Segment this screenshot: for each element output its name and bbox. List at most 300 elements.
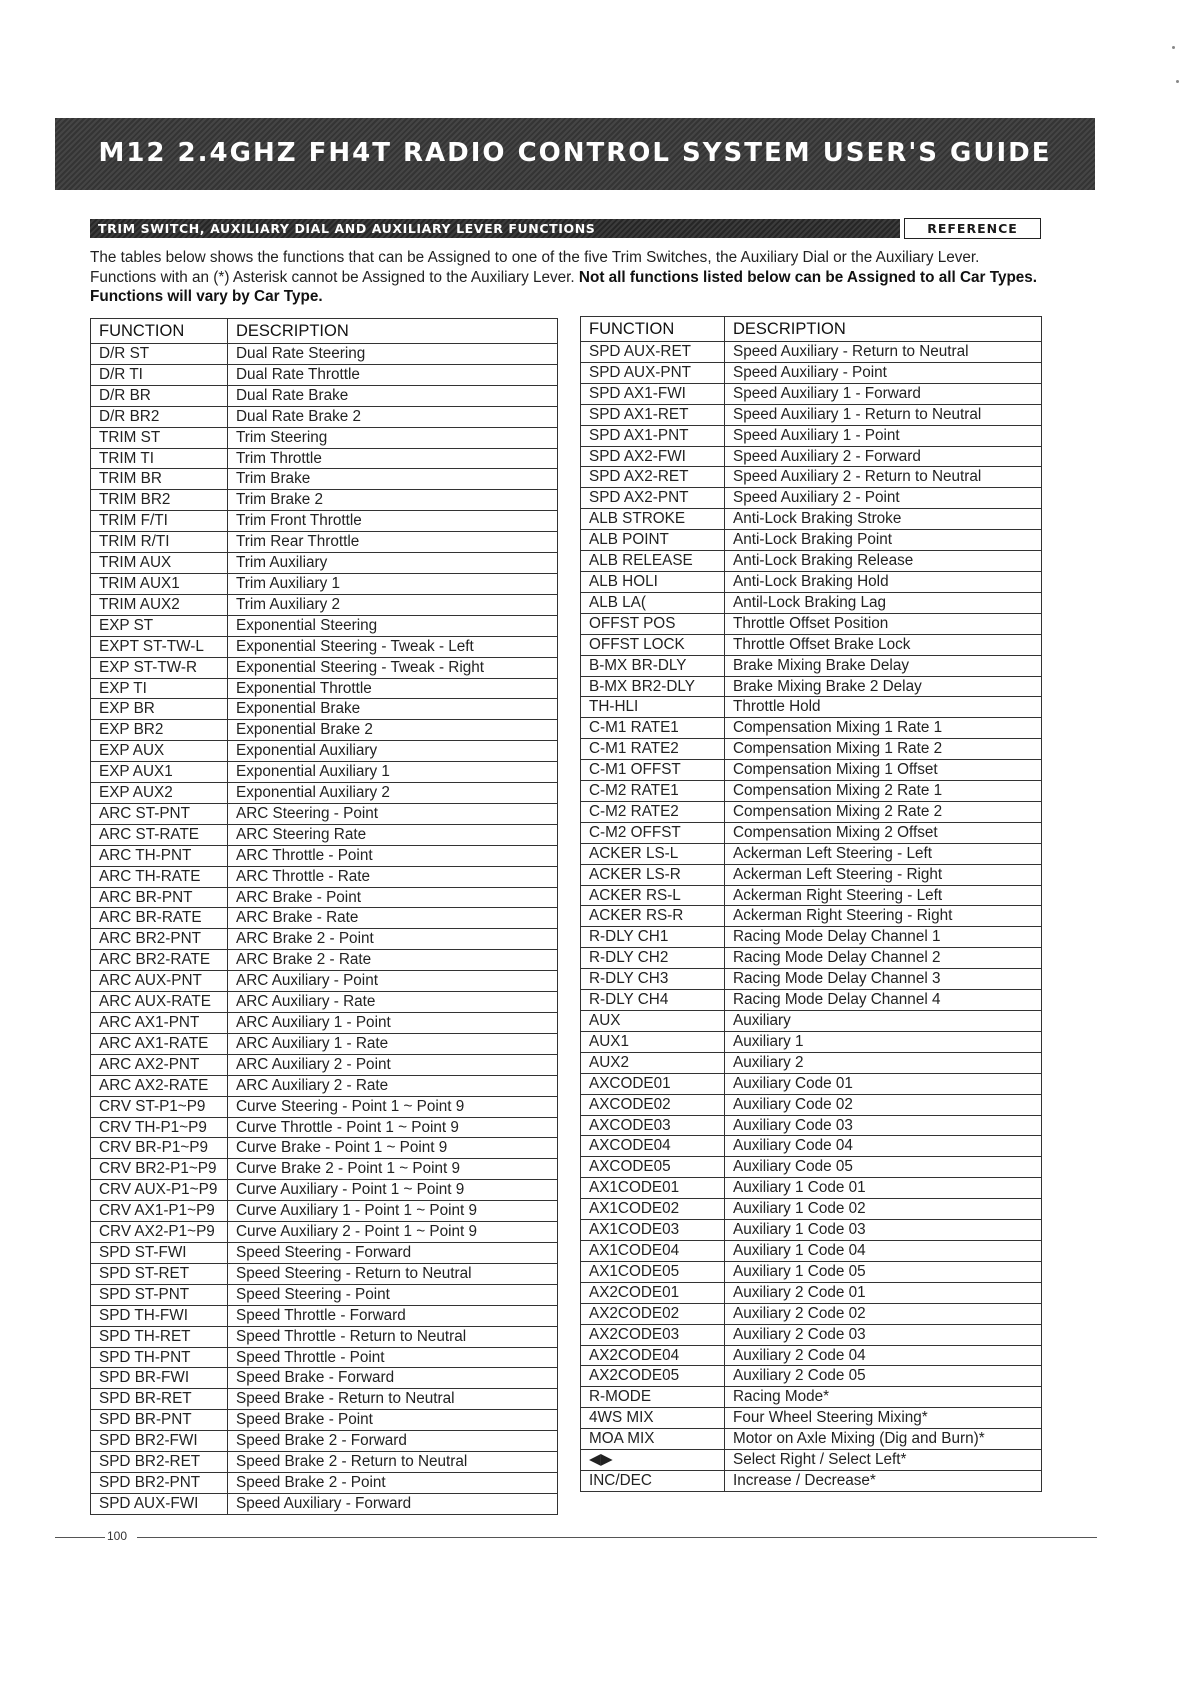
table-row	[581, 1136, 1042, 1157]
description-cell: Auxiliary Code 02	[725, 1094, 1042, 1115]
description-cell: Exponential Steering - Tweak - Right	[228, 657, 558, 678]
function-cell: SPD BR-FWI	[91, 1368, 228, 1389]
description-cell: Compensation Mixing 1 Rate 2	[725, 739, 1042, 760]
function-cell: AXCODE02	[581, 1094, 725, 1115]
description-cell: Anti-Lock Braking Release	[725, 551, 1042, 572]
description-cell: Anti-Lock Braking Stroke	[725, 509, 1042, 530]
reference-badge: REFERENCE	[904, 218, 1041, 239]
function-cell: C-M1 OFFST	[581, 760, 725, 781]
description-cell: ARC Throttle - Point	[228, 845, 558, 866]
function-cell: R-MODE	[581, 1387, 725, 1408]
table-row	[581, 530, 1042, 551]
table-row	[581, 488, 1042, 509]
description-cell: Speed Auxiliary 2 - Point	[725, 488, 1042, 509]
table-row	[581, 969, 1042, 990]
table-row	[91, 720, 558, 741]
table-row	[91, 1431, 558, 1452]
function-column-header: FUNCTION	[91, 319, 228, 344]
function-cell: EXP TI	[91, 678, 228, 699]
function-cell: SPD AUX-RET	[581, 342, 725, 363]
table-row	[581, 906, 1042, 927]
function-cell: ARC TH-RATE	[91, 866, 228, 887]
table-row	[581, 1157, 1042, 1178]
function-cell: AUX2	[581, 1052, 725, 1073]
description-cell: Auxiliary 2	[725, 1052, 1042, 1073]
table-row	[91, 1075, 558, 1096]
table-row	[581, 1429, 1042, 1450]
description-cell: Increase / Decrease*	[725, 1470, 1042, 1491]
function-cell: ARC TH-PNT	[91, 845, 228, 866]
function-cell: TRIM R/TI	[91, 532, 228, 553]
table-row	[581, 551, 1042, 572]
table-row	[581, 843, 1042, 864]
table-row	[91, 1096, 558, 1117]
footer-rule-right	[137, 1537, 1097, 1538]
description-cell: Exponential Throttle	[228, 678, 558, 699]
function-cell: AX1CODE04	[581, 1240, 725, 1261]
description-cell: ARC Auxiliary 2 - Point	[228, 1054, 558, 1075]
table-row	[91, 824, 558, 845]
function-cell: AX1CODE05	[581, 1261, 725, 1282]
table-row	[91, 1305, 558, 1326]
functions-table-right-body	[581, 342, 1042, 1492]
function-cell: SPD TH-RET	[91, 1326, 228, 1347]
table-row	[581, 1450, 1042, 1471]
table-row	[581, 948, 1042, 969]
description-cell: Brake Mixing Brake 2 Delay	[725, 676, 1042, 697]
table-row	[91, 1242, 558, 1263]
table-row	[581, 1011, 1042, 1032]
function-cell: ARC AX2-PNT	[91, 1054, 228, 1075]
table-header-row	[91, 319, 558, 344]
table-row	[581, 885, 1042, 906]
function-cell: SPD AX1-FWI	[581, 383, 725, 404]
table-row	[581, 1261, 1042, 1282]
function-cell: TRIM F/TI	[91, 511, 228, 532]
table-row	[581, 404, 1042, 425]
function-cell: TRIM BR	[91, 469, 228, 490]
description-cell: Exponential Auxiliary 1	[228, 762, 558, 783]
description-cell: Racing Mode*	[725, 1387, 1042, 1408]
function-cell: R-DLY CH1	[581, 927, 725, 948]
function-cell: EXP AUX	[91, 741, 228, 762]
function-cell: CRV AUX-P1~P9	[91, 1180, 228, 1201]
description-cell: Throttle Offset Position	[725, 613, 1042, 634]
function-cell: ARC BR-PNT	[91, 887, 228, 908]
table-row	[581, 655, 1042, 676]
description-cell: Auxiliary 1 Code 01	[725, 1178, 1042, 1199]
function-cell: ACKER RS-R	[581, 906, 725, 927]
description-cell: Speed Auxiliary - Return to Neutral	[725, 342, 1042, 363]
function-cell: ARC ST-RATE	[91, 824, 228, 845]
table-row	[91, 929, 558, 950]
description-cell: Curve Steering - Point 1 ~ Point 9	[228, 1096, 558, 1117]
table-row	[91, 1452, 558, 1473]
table-row	[581, 739, 1042, 760]
function-cell: ALB RELEASE	[581, 551, 725, 572]
function-cell: ARC ST-PNT	[91, 803, 228, 824]
table-row	[91, 1159, 558, 1180]
description-cell: Motor on Axle Mixing (Dig and Burn)*	[725, 1429, 1042, 1450]
function-cell: ALB STROKE	[581, 509, 725, 530]
function-cell: SPD BR-RET	[91, 1389, 228, 1410]
description-cell: Speed Auxiliary 1 - Point	[725, 425, 1042, 446]
description-cell: Brake Mixing Brake Delay	[725, 655, 1042, 676]
function-cell: SPD TH-FWI	[91, 1305, 228, 1326]
table-row	[581, 697, 1042, 718]
function-cell: AX2CODE03	[581, 1324, 725, 1345]
description-cell: Compensation Mixing 2 Rate 1	[725, 781, 1042, 802]
description-cell: Speed Auxiliary - Point	[725, 362, 1042, 383]
function-cell: CRV BR-P1~P9	[91, 1138, 228, 1159]
function-cell: AX1CODE03	[581, 1220, 725, 1241]
function-cell: TRIM AUX1	[91, 573, 228, 594]
description-cell: Ackerman Left Steering - Left	[725, 843, 1042, 864]
table-row	[91, 992, 558, 1013]
description-cell: Select Right / Select Left*	[725, 1450, 1042, 1471]
description-cell: Speed Auxiliary 1 - Return to Neutral	[725, 404, 1042, 425]
description-cell: Compensation Mixing 1 Offset	[725, 760, 1042, 781]
description-cell: Anti-Lock Braking Point	[725, 530, 1042, 551]
function-cell: EXP ST-TW-R	[91, 657, 228, 678]
table-row	[91, 866, 558, 887]
table-row	[91, 553, 558, 574]
table-row	[91, 971, 558, 992]
function-cell: SPD ST-FWI	[91, 1242, 228, 1263]
table-row	[581, 801, 1042, 822]
function-cell: AXCODE05	[581, 1157, 725, 1178]
function-cell: SPD AX2-PNT	[581, 488, 725, 509]
description-cell: Speed Brake 2 - Return to Neutral	[228, 1452, 558, 1473]
description-cell: Exponential Brake	[228, 699, 558, 720]
description-cell: Auxiliary 1 Code 05	[725, 1261, 1042, 1282]
function-cell: R-DLY CH3	[581, 969, 725, 990]
description-cell: Speed Brake 2 - Point	[228, 1472, 558, 1493]
description-cell: Auxiliary 1	[725, 1031, 1042, 1052]
description-cell: Exponential Steering	[228, 615, 558, 636]
table-row	[581, 342, 1042, 363]
table-row	[581, 1199, 1042, 1220]
description-cell: Speed Steering - Return to Neutral	[228, 1263, 558, 1284]
function-cell: C-M2 RATE1	[581, 781, 725, 802]
table-row	[91, 427, 558, 448]
table-row	[91, 385, 558, 406]
table-row	[91, 678, 558, 699]
description-cell: Speed Auxiliary 2 - Forward	[725, 446, 1042, 467]
description-cell: ARC Brake 2 - Rate	[228, 950, 558, 971]
description-cell: Throttle Offset Brake Lock	[725, 634, 1042, 655]
function-cell: AX2CODE02	[581, 1303, 725, 1324]
table-row	[91, 1013, 558, 1034]
description-cell: Curve Auxiliary 1 - Point 1 ~ Point 9	[228, 1201, 558, 1222]
description-cell: Ackerman Right Steering - Right	[725, 906, 1042, 927]
table-row	[581, 1366, 1042, 1387]
function-cell: CRV TH-P1~P9	[91, 1117, 228, 1138]
function-cell: AUX1	[581, 1031, 725, 1052]
table-row	[91, 887, 558, 908]
table-row	[581, 613, 1042, 634]
description-cell: Speed Brake - Return to Neutral	[228, 1389, 558, 1410]
table-row	[581, 1470, 1042, 1491]
table-row	[581, 1094, 1042, 1115]
description-cell: Compensation Mixing 1 Rate 1	[725, 718, 1042, 739]
function-cell: AXCODE04	[581, 1136, 725, 1157]
function-cell: ALB HOLI	[581, 571, 725, 592]
function-cell: ARC AX1-PNT	[91, 1013, 228, 1034]
table-row	[91, 511, 558, 532]
table-row	[581, 1073, 1042, 1094]
intro-text: The tables below shows the functions that can be Assigned to one of the five Trim Switches, the Auxiliary Dial or the Auxiliary Lever. Functions with an (*) Asterisk cannot be Assigned to the Auxiliary Lever.	[90, 249, 980, 286]
scan-speck	[1172, 46, 1175, 49]
description-cell: ARC Auxiliary 2 - Rate	[228, 1075, 558, 1096]
description-cell: ARC Steering - Point	[228, 803, 558, 824]
table-row	[91, 344, 558, 365]
function-cell: EXP BR2	[91, 720, 228, 741]
table-row	[581, 634, 1042, 655]
table-row	[91, 1138, 558, 1159]
description-cell: Trim Auxiliary	[228, 553, 558, 574]
table-row	[91, 1033, 558, 1054]
table-row	[581, 1303, 1042, 1324]
function-cell: TH-HLI	[581, 697, 725, 718]
function-cell: AX1CODE01	[581, 1178, 725, 1199]
function-cell: ARC AX2-RATE	[91, 1075, 228, 1096]
function-cell: AX2CODE01	[581, 1282, 725, 1303]
table-row	[91, 1180, 558, 1201]
table-row	[581, 1282, 1042, 1303]
table-row	[91, 490, 558, 511]
description-cell: Auxiliary Code 04	[725, 1136, 1042, 1157]
table-header-row	[581, 317, 1042, 342]
description-cell: Four Wheel Steering Mixing*	[725, 1408, 1042, 1429]
table-row	[91, 1117, 558, 1138]
description-cell: ARC Auxiliary 1 - Point	[228, 1013, 558, 1034]
table-row	[91, 783, 558, 804]
table-row	[91, 615, 558, 636]
description-cell: Dual Rate Steering	[228, 344, 558, 365]
function-cell: AX2CODE04	[581, 1345, 725, 1366]
function-cell: CRV BR2-P1~P9	[91, 1159, 228, 1180]
table-row	[581, 1052, 1042, 1073]
function-cell: ARC BR-RATE	[91, 908, 228, 929]
function-cell: MOA MIX	[581, 1429, 725, 1450]
table-row	[91, 1222, 558, 1243]
function-cell: SPD AX1-PNT	[581, 425, 725, 446]
description-cell: Auxiliary 2 Code 01	[725, 1282, 1042, 1303]
function-cell: AUX	[581, 1011, 725, 1032]
table-row	[581, 509, 1042, 530]
description-cell: Speed Auxiliary - Forward	[228, 1493, 558, 1514]
function-cell: SPD AUX-PNT	[581, 362, 725, 383]
function-column-header: FUNCTION	[581, 317, 725, 342]
table-row	[581, 718, 1042, 739]
description-cell: Speed Throttle - Return to Neutral	[228, 1326, 558, 1347]
table-row	[581, 446, 1042, 467]
description-cell: ARC Auxiliary - Point	[228, 971, 558, 992]
description-cell: Exponential Steering - Tweak - Left	[228, 636, 558, 657]
function-cell: CRV AX1-P1~P9	[91, 1201, 228, 1222]
description-cell: Auxiliary Code 05	[725, 1157, 1042, 1178]
function-cell: INC/DEC	[581, 1470, 725, 1491]
table-row	[581, 1324, 1042, 1345]
section-title: TRIM SWITCH, AUXILIARY DIAL AND AUXILIARY LEVER FUNCTIONS	[98, 221, 596, 236]
function-cell: ACKER RS-L	[581, 885, 725, 906]
description-cell: Trim Auxiliary 2	[228, 594, 558, 615]
table-row	[91, 469, 558, 490]
table-row	[91, 1472, 558, 1493]
table-row	[91, 636, 558, 657]
section-title-bar	[90, 219, 900, 238]
description-cell: Curve Throttle - Point 1 ~ Point 9	[228, 1117, 558, 1138]
function-cell: C-M2 OFFST	[581, 822, 725, 843]
intro-paragraph	[90, 248, 1040, 307]
description-cell: Speed Brake 2 - Forward	[228, 1431, 558, 1452]
description-cell: Trim Rear Throttle	[228, 532, 558, 553]
table-row	[91, 657, 558, 678]
table-row	[581, 467, 1042, 488]
table-row	[91, 1347, 558, 1368]
description-cell: Speed Steering - Forward	[228, 1242, 558, 1263]
table-row	[581, 592, 1042, 613]
description-cell: Speed Auxiliary 2 - Return to Neutral	[725, 467, 1042, 488]
description-cell: ARC Brake - Point	[228, 887, 558, 908]
function-cell: ACKER LS-R	[581, 864, 725, 885]
description-cell: Auxiliary 1 Code 04	[725, 1240, 1042, 1261]
description-cell: Trim Steering	[228, 427, 558, 448]
function-cell: TRIM AUX	[91, 553, 228, 574]
function-cell: C-M2 RATE2	[581, 801, 725, 822]
table-row	[581, 1387, 1042, 1408]
table-row	[581, 383, 1042, 404]
description-cell: Exponential Auxiliary 2	[228, 783, 558, 804]
table-row	[91, 448, 558, 469]
function-cell: SPD AUX-FWI	[91, 1493, 228, 1514]
description-cell: Anti-Lock Braking Hold	[725, 571, 1042, 592]
function-cell: SPD ST-RET	[91, 1263, 228, 1284]
page-number: 100	[107, 1529, 128, 1543]
guide-title-bar	[55, 118, 1095, 190]
description-cell: Dual Rate Brake	[228, 385, 558, 406]
function-cell: SPD BR2-RET	[91, 1452, 228, 1473]
table-row	[91, 406, 558, 427]
function-cell: B-MX BR-DLY	[581, 655, 725, 676]
table-row	[91, 532, 558, 553]
table-row	[91, 1326, 558, 1347]
description-cell: Curve Brake 2 - Point 1 ~ Point 9	[228, 1159, 558, 1180]
function-cell: ARC AUX-RATE	[91, 992, 228, 1013]
function-cell: SPD BR-PNT	[91, 1410, 228, 1431]
table-row	[581, 990, 1042, 1011]
description-cell: Ackerman Left Steering - Right	[725, 864, 1042, 885]
table-row	[581, 864, 1042, 885]
functions-table-left-body	[91, 344, 558, 1515]
table-row	[91, 594, 558, 615]
description-cell: ARC Steering Rate	[228, 824, 558, 845]
description-cell: Racing Mode Delay Channel 1	[725, 927, 1042, 948]
function-cell: ARC AX1-RATE	[91, 1033, 228, 1054]
function-cell: TRIM ST	[91, 427, 228, 448]
description-cell: ARC Brake - Rate	[228, 908, 558, 929]
table-row	[91, 762, 558, 783]
table-row	[91, 699, 558, 720]
description-cell: Auxiliary 2 Code 03	[725, 1324, 1042, 1345]
description-cell: Racing Mode Delay Channel 2	[725, 948, 1042, 969]
table-row	[91, 741, 558, 762]
description-cell: Dual Rate Brake 2	[228, 406, 558, 427]
description-cell: Auxiliary 1 Code 03	[725, 1220, 1042, 1241]
table-row	[581, 676, 1042, 697]
description-cell: Exponential Auxiliary	[228, 741, 558, 762]
description-column-header: DESCRIPTION	[725, 317, 1042, 342]
table-row	[91, 1201, 558, 1222]
table-row	[581, 1178, 1042, 1199]
function-cell: AXCODE01	[581, 1073, 725, 1094]
function-cell: C-M1 RATE1	[581, 718, 725, 739]
description-cell: Auxiliary Code 01	[725, 1073, 1042, 1094]
function-cell: ACKER LS-L	[581, 843, 725, 864]
description-cell: Curve Auxiliary 2 - Point 1 ~ Point 9	[228, 1222, 558, 1243]
description-cell: Compensation Mixing 2 Offset	[725, 822, 1042, 843]
function-cell: SPD ST-PNT	[91, 1284, 228, 1305]
table-row	[91, 364, 558, 385]
description-cell: Trim Throttle	[228, 448, 558, 469]
table-row	[581, 760, 1042, 781]
footer-rule-left	[55, 1537, 105, 1538]
function-cell: CRV AX2-P1~P9	[91, 1222, 228, 1243]
description-cell: ARC Brake 2 - Point	[228, 929, 558, 950]
function-cell: TRIM TI	[91, 448, 228, 469]
table-row	[581, 822, 1042, 843]
function-cell: AX2CODE05	[581, 1366, 725, 1387]
table-row	[581, 1240, 1042, 1261]
table-row	[581, 1345, 1042, 1366]
function-cell: EXPT ST-TW-L	[91, 636, 228, 657]
function-cell: EXP BR	[91, 699, 228, 720]
table-row	[581, 781, 1042, 802]
table-row	[581, 1220, 1042, 1241]
intro-bold-text: Not all functions listed below can be Assigned to all Car Types. Functions will vary by Car Type.	[90, 268, 1038, 305]
function-cell: CRV ST-P1~P9	[91, 1096, 228, 1117]
function-cell: SPD AX1-RET	[581, 404, 725, 425]
description-column-header: DESCRIPTION	[228, 319, 558, 344]
table-row	[91, 1284, 558, 1305]
function-cell: OFFST POS	[581, 613, 725, 634]
table-row	[581, 927, 1042, 948]
description-cell: Antil-Lock Braking Lag	[725, 592, 1042, 613]
function-cell: D/R ST	[91, 344, 228, 365]
description-cell: Trim Front Throttle	[228, 511, 558, 532]
function-cell: OFFST LOCK	[581, 634, 725, 655]
description-cell: ARC Auxiliary 1 - Rate	[228, 1033, 558, 1054]
description-cell: Curve Brake - Point 1 ~ Point 9	[228, 1138, 558, 1159]
table-row	[581, 1115, 1042, 1136]
function-cell: ALB LA(	[581, 592, 725, 613]
description-cell: Racing Mode Delay Channel 3	[725, 969, 1042, 990]
description-cell: Dual Rate Throttle	[228, 364, 558, 385]
description-cell: Speed Brake - Forward	[228, 1368, 558, 1389]
description-cell: Trim Brake	[228, 469, 558, 490]
function-cell: B-MX BR2-DLY	[581, 676, 725, 697]
table-row	[91, 573, 558, 594]
table-row	[91, 803, 558, 824]
function-cell: ARC BR2-PNT	[91, 929, 228, 950]
function-cell: SPD TH-PNT	[91, 1347, 228, 1368]
function-cell: D/R BR2	[91, 406, 228, 427]
function-cell: SPD BR2-PNT	[91, 1472, 228, 1493]
function-cell: ARC BR2-RATE	[91, 950, 228, 971]
table-row	[91, 1410, 558, 1431]
function-cell: 4WS MIX	[581, 1408, 725, 1429]
